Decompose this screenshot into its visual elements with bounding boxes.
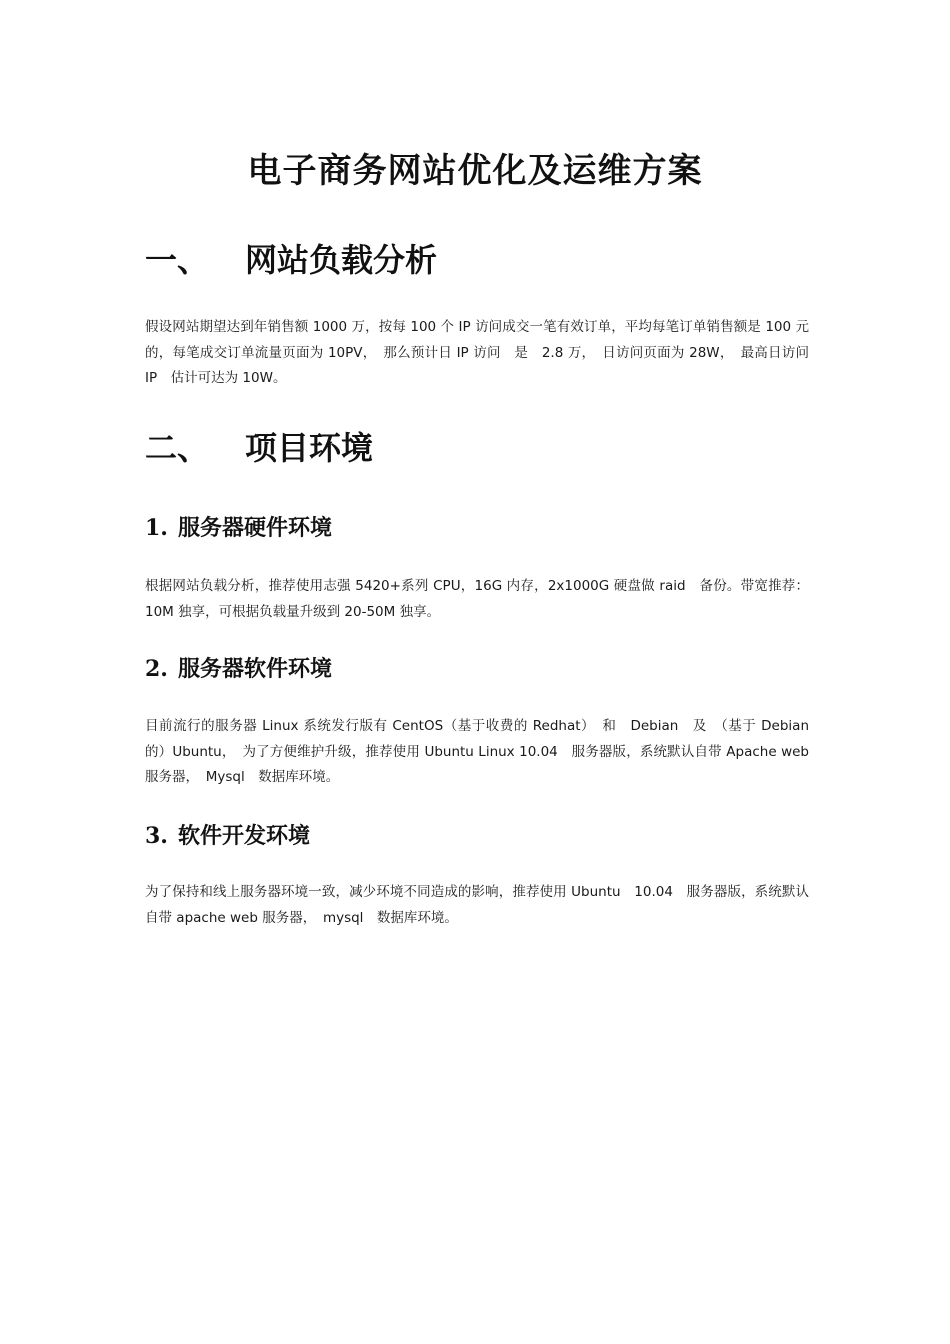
subsection-1-paragraph: 根据网站负载分析，推荐使用志强 5420+系列 CPU，16G 内存，2x1000G 硬盘做 raid 备份。带宽推荐：10M 独享，可根据负载量升级到 20-50M 独享。 xyxy=(145,578,809,620)
subsection-number-3: 3. xyxy=(145,823,168,849)
section-number-1: 一、 xyxy=(145,241,210,279)
section-heading-2 xyxy=(145,426,373,470)
subsection-title-3: 软件开发环境 xyxy=(177,823,310,849)
subsection-number-2: 2. xyxy=(145,656,168,682)
section-title-2: 项目环境 xyxy=(245,429,374,467)
subsection-heading-2 xyxy=(145,653,332,685)
subsection-number-1: 1. xyxy=(145,515,168,541)
subsection-heading-3 xyxy=(145,820,310,852)
subsection-title-1: 服务器硬件环境 xyxy=(177,515,332,541)
subsection-title-2: 服务器软件环境 xyxy=(177,656,332,682)
section-number-2: 二、 xyxy=(145,429,210,467)
document-title: 电子商务网站优化及运维方案 xyxy=(247,151,703,191)
subsection-heading-1 xyxy=(145,512,332,544)
subsection-2-paragraph: 目前流行的服务器 Linux 系统发行版有 CentOS（基于收费的 Redhat） 和 Debian 及 （基于 Debian 的）Ubuntu， 为了方便维护升级，推荐使用 Ubuntu Linux 10.04 服务器版，系统默认自带 Apache web 服务器， Mysql 数据库环境。 xyxy=(145,718,809,785)
section-title-1: 网站负载分析 xyxy=(245,241,438,279)
section-heading-1 xyxy=(145,238,437,282)
subsection-3-paragraph: 为了保持和线上服务器环境一致，减少环境不同造成的影响，推荐使用 Ubuntu 10.04 服务器版，系统默认自带 apache web 服务器， mysql 数据库环境。 xyxy=(145,884,809,926)
section-1-paragraph: 假设网站期望达到年销售额 1000 万，按每 100 个 IP 访问成交一笔有效订单，平均每笔订单销售额是 100 元的，每笔成交订单流量页面为 10PV， 那么预计日 IP 访问 是 2.8 万， 日访问页面为 28W， 最高日访问 IP 估计可达为 10W。 xyxy=(145,319,809,386)
